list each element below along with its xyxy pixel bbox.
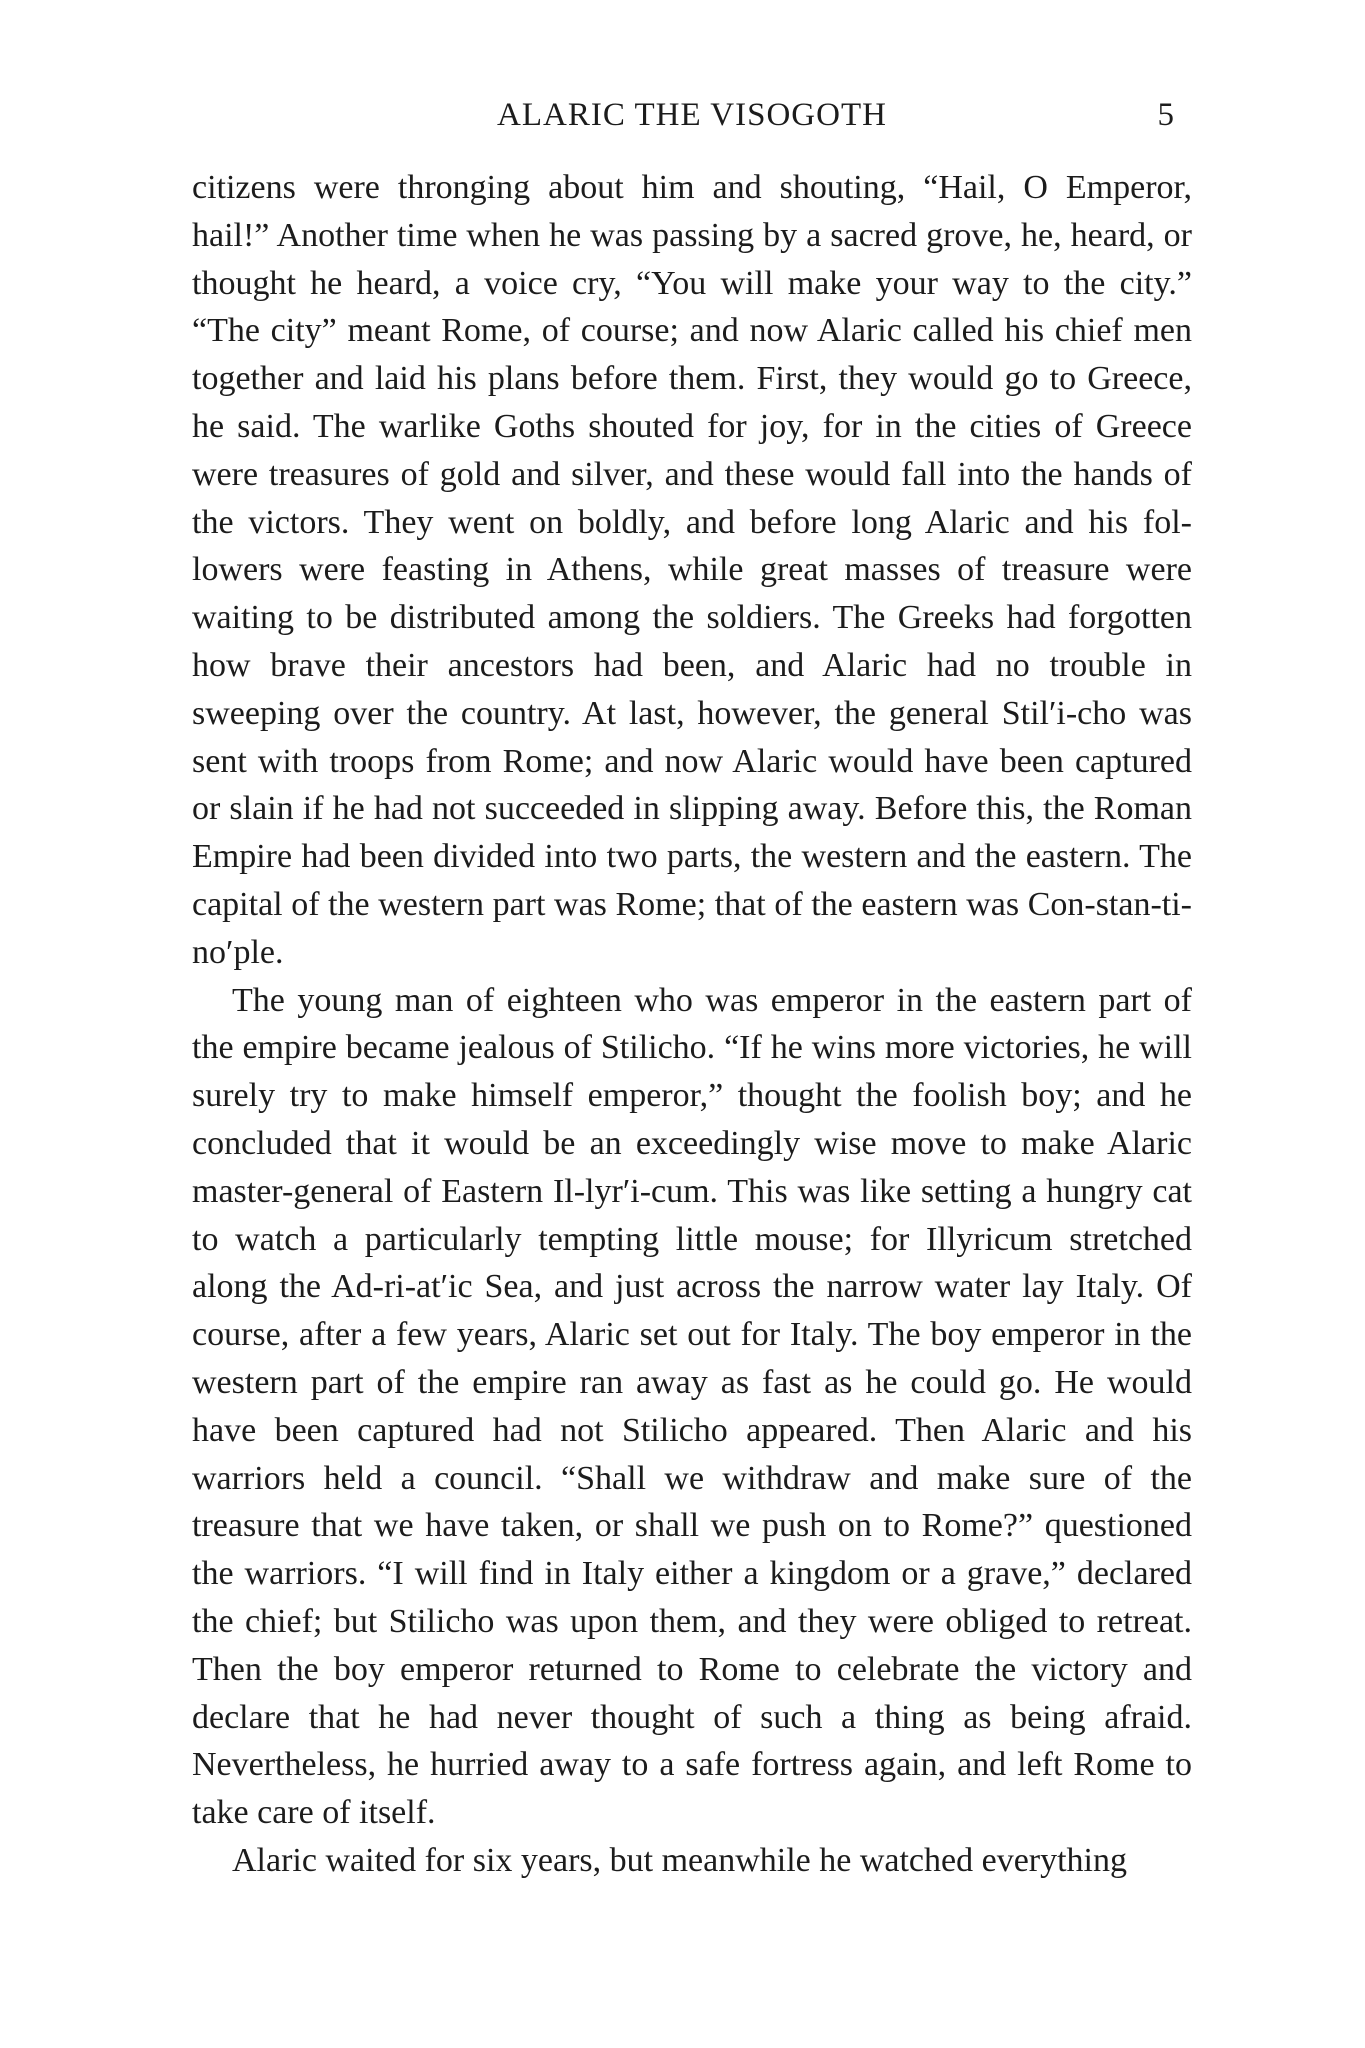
- paragraph: Alaric waited for six years, but meanwhile he watched everything: [232, 1841, 1128, 1879]
- page-number: 5: [1157, 97, 1174, 133]
- running-title: ALARIC THE VISOGOTH: [497, 97, 887, 133]
- running-head: [192, 90, 1192, 140]
- paragraph-continued: citizens were thronging about him and shouting, “Hail, O Emperor, hail!” Another time when he was passing by a sacred grove, he, heard, or thought he heard, a voice cry, “You will make your way to the city.” “The city” meant Rome, of course; and now Alaric called his chief men together and laid his plans before them. First, they would go to Greece, he said. The warlike Goths shouted for joy, for in the cities of Greece were treasures of gold and silver, and these would fall into the hands of the victors. They went on boldly, and before long Alaric and his followers were feasting in Athens, while great masses of treasure were waiting to be distributed among the soldiers. The Greeks had forgotten how brave their ancestors had been, and Alaric had no trouble in sweeping over the country. At last, however, the general Stil′i-cho was sent with troops from Rome; and now Alaric would have been captured or slain if he had not succeeded in slipping away. Before this, the Roman Empire had been divided into two parts, the western and the eastern. The capital of the western part was Rome; that of the eastern was Con-stan-ti-no′ple.: [192, 169, 1192, 971]
- paragraph: The young man of eighteen who was emperor in the eastern part of the empire became jealous of Stilicho. “If he wins more victories, he will surely try to make himself emperor,” thought the foolish boy; and he concluded that it would be an exceedingly wise move to make Alaric master-general of Eastern Il-lyr′i-cum. This was like setting a hungry cat to watch a particularly tempting little mouse; for Illyricum stretched along the Ad-ri-at′ic Sea, and just across the narrow water lay Italy. Of course, after a few years, Alaric set out for Italy. The boy emperor in the western part of the empire ran away as fast as he could go. He would have been captured had not Stilicho appeared. Then Alaric and his warriors held a council. “Shall we withdraw and make sure of the treasure that we have taken, or shall we push on to Rome?” questioned the warriors. “I will find in Italy either a kingdom or a grave,” declared the chief; but Stilicho was upon them, and they were obliged to retreat. Then the boy emperor returned to Rome to celebrate the victory and declare that he had never thought of such a thing as being afraid. Nevertheless, he hurried away to a safe fortress again, and left Rome to take care of itself.: [192, 981, 1192, 1832]
- body-text: [192, 164, 1192, 1885]
